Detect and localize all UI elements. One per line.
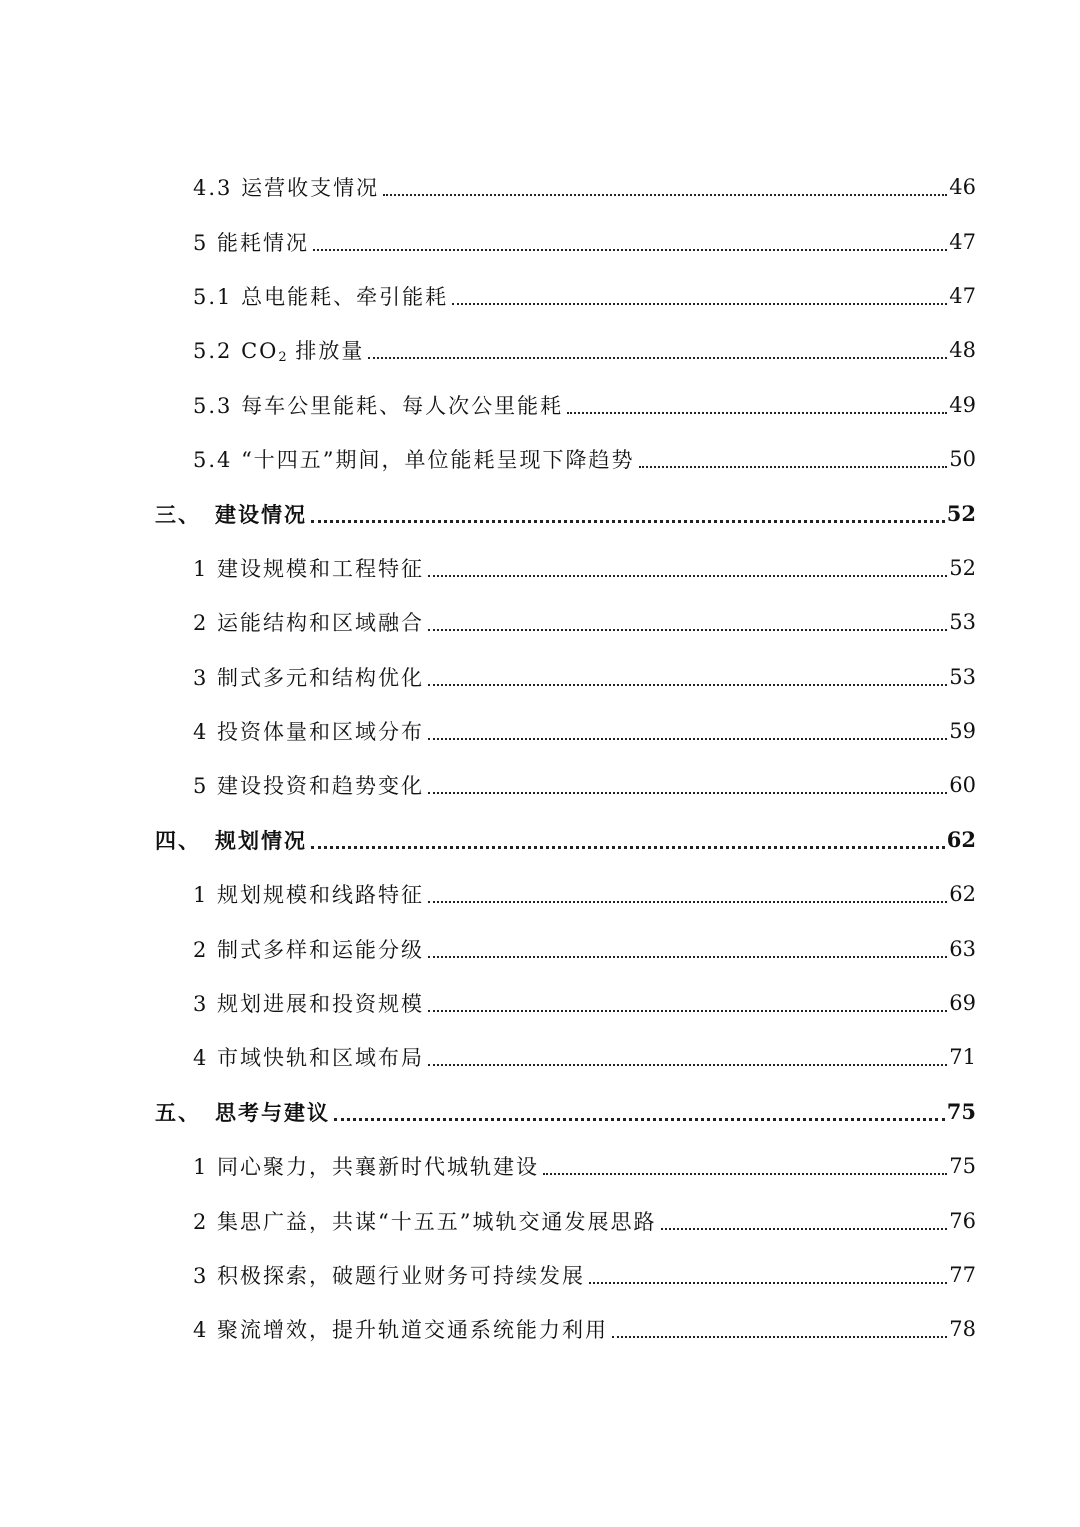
chapter-title: 规划情况	[215, 827, 307, 853]
toc-entry-title	[193, 335, 364, 365]
toc-entry-page: 59	[949, 719, 976, 744]
toc-entry-5-2[interactable]	[0, 323, 1080, 377]
toc-entry-page: 53	[949, 610, 976, 635]
toc-entry-3-2[interactable]	[0, 595, 1080, 649]
dot-leader	[428, 901, 947, 903]
toc-entry-4-4[interactable]	[0, 1030, 1080, 1084]
toc-entry-title	[155, 1097, 330, 1127]
toc-entry-page: 63	[949, 936, 976, 961]
chapter-number: 四、	[155, 827, 201, 853]
toc-entry-4-1[interactable]	[0, 867, 1080, 921]
dot-leader	[428, 792, 947, 794]
toc-entry-3-3[interactable]	[0, 650, 1080, 704]
toc-entry-title: 2 集思广益，共谋“十五五”城轨交通发展思路	[193, 1209, 657, 1234]
toc-entry-title: 5 建设投资和趋势变化	[193, 774, 425, 799]
toc-entry-page: 49	[949, 392, 976, 417]
dot-leader	[334, 1118, 945, 1121]
dot-leader	[589, 1282, 947, 1284]
toc-entry-title: 5.1 总电能耗、牵引能耗	[193, 284, 449, 309]
dot-leader	[313, 249, 947, 251]
toc-entry-title: 2 制式多样和运能分级	[193, 937, 425, 962]
toc-entry-page: 48	[949, 338, 976, 363]
toc-entry-page: 50	[949, 447, 976, 472]
toc-entry-page: 69	[949, 991, 976, 1016]
toc-entry-page: 76	[949, 1208, 976, 1233]
toc-chapter-5[interactable]	[0, 1085, 1080, 1139]
toc-entry-page: 52	[949, 555, 976, 580]
toc-entry-3-1[interactable]	[0, 541, 1080, 595]
toc-entry-3-4[interactable]	[0, 704, 1080, 758]
toc-entry-title: 4.3 运营收支情况	[193, 176, 380, 201]
toc-entry-page: 62	[946, 827, 976, 853]
dot-leader	[452, 303, 947, 305]
toc-entry-title: 3 积极探索，破题行业财务可持续发展	[193, 1264, 586, 1288]
toc-entry-page: 75	[946, 1099, 976, 1125]
dot-leader	[428, 575, 947, 577]
toc-entry-5-4[interactable]	[0, 432, 1080, 486]
toc-entry-page: 46	[949, 175, 976, 200]
subscript-two: 2	[278, 350, 287, 366]
dot-leader	[543, 1173, 947, 1175]
toc-chapter-4[interactable]	[0, 813, 1080, 867]
toc-entry-page: 52	[946, 501, 976, 527]
toc-entry-5-1b[interactable]	[0, 1139, 1080, 1193]
dot-leader	[567, 412, 947, 414]
toc-entry-page: 75	[949, 1154, 976, 1179]
toc-entry-title: 4 投资体量和区域分布	[193, 720, 425, 745]
toc-entry-page: 60	[949, 773, 976, 798]
toc-entry-page: 78	[949, 1317, 976, 1342]
chapter-number: 三、	[155, 501, 201, 527]
toc-entry-4-2[interactable]	[0, 921, 1080, 975]
toc-entry-title: 5.4 “十四五”期间，单位能耗呈现下降趋势	[193, 448, 635, 473]
toc-entry-5-4b[interactable]	[0, 1302, 1080, 1356]
toc-entry-title: 3 规划进展和投资规模	[193, 992, 425, 1017]
toc-entry-page: 77	[949, 1263, 976, 1287]
dot-leader	[428, 956, 947, 958]
toc-entry-title: 1 同心聚力，共襄新时代城轨建设	[193, 1155, 540, 1180]
toc-entry-title: 1 建设规模和工程特征	[193, 556, 425, 581]
toc-chapter-3[interactable]	[0, 486, 1080, 540]
toc-entry-5-3b[interactable]	[0, 1248, 1080, 1302]
dot-leader	[428, 738, 947, 740]
toc-entry-title: 5.3 每车公里能耗、每人次公里能耗	[193, 393, 564, 418]
table-of-contents	[0, 160, 1080, 1357]
chapter-title: 思考与建议	[215, 1099, 330, 1125]
toc-entry-4-3[interactable]	[0, 160, 1080, 214]
toc-entry-title: 4 市域快轨和区域布局	[193, 1046, 425, 1071]
toc-entry-page: 47	[949, 229, 976, 254]
toc-entry-5-2b[interactable]	[0, 1193, 1080, 1247]
toc-entry-title: 3 制式多元和结构优化	[193, 665, 425, 690]
toc-entry-page: 71	[949, 1045, 976, 1070]
toc-entry-page: 47	[949, 283, 976, 308]
toc-entry-5-3[interactable]	[0, 378, 1080, 432]
dot-leader	[428, 1010, 947, 1012]
toc-entry-3-5[interactable]	[0, 758, 1080, 812]
toc-entry-title	[155, 499, 307, 529]
toc-title-part: 排放量	[286, 339, 365, 364]
dot-leader	[311, 846, 945, 849]
dot-leader	[383, 194, 947, 196]
toc-entry-5[interactable]	[0, 214, 1080, 268]
dot-leader	[311, 520, 945, 523]
toc-entry-5-1[interactable]	[0, 269, 1080, 323]
toc-entry-title	[155, 825, 307, 855]
toc-entry-title: 5 能耗情况	[193, 230, 310, 255]
dot-leader	[428, 629, 947, 631]
toc-title-part: 5.2 CO	[193, 339, 279, 364]
chapter-number: 五、	[155, 1099, 201, 1125]
toc-entry-page: 62	[949, 882, 976, 907]
dot-leader	[639, 466, 948, 468]
toc-entry-title: 1 规划规模和线路特征	[193, 883, 425, 908]
dot-leader	[661, 1228, 948, 1230]
toc-entry-title: 4 聚流增效，提升轨道交通系统能力利用	[193, 1318, 609, 1343]
dot-leader	[428, 1064, 947, 1066]
dot-leader	[612, 1336, 947, 1338]
toc-entry-4-3b[interactable]	[0, 976, 1080, 1030]
dot-leader	[428, 684, 947, 686]
chapter-title: 建设情况	[215, 501, 307, 527]
toc-entry-page: 53	[949, 664, 976, 689]
dot-leader	[368, 357, 947, 359]
toc-entry-title: 2 运能结构和区域融合	[193, 611, 425, 636]
